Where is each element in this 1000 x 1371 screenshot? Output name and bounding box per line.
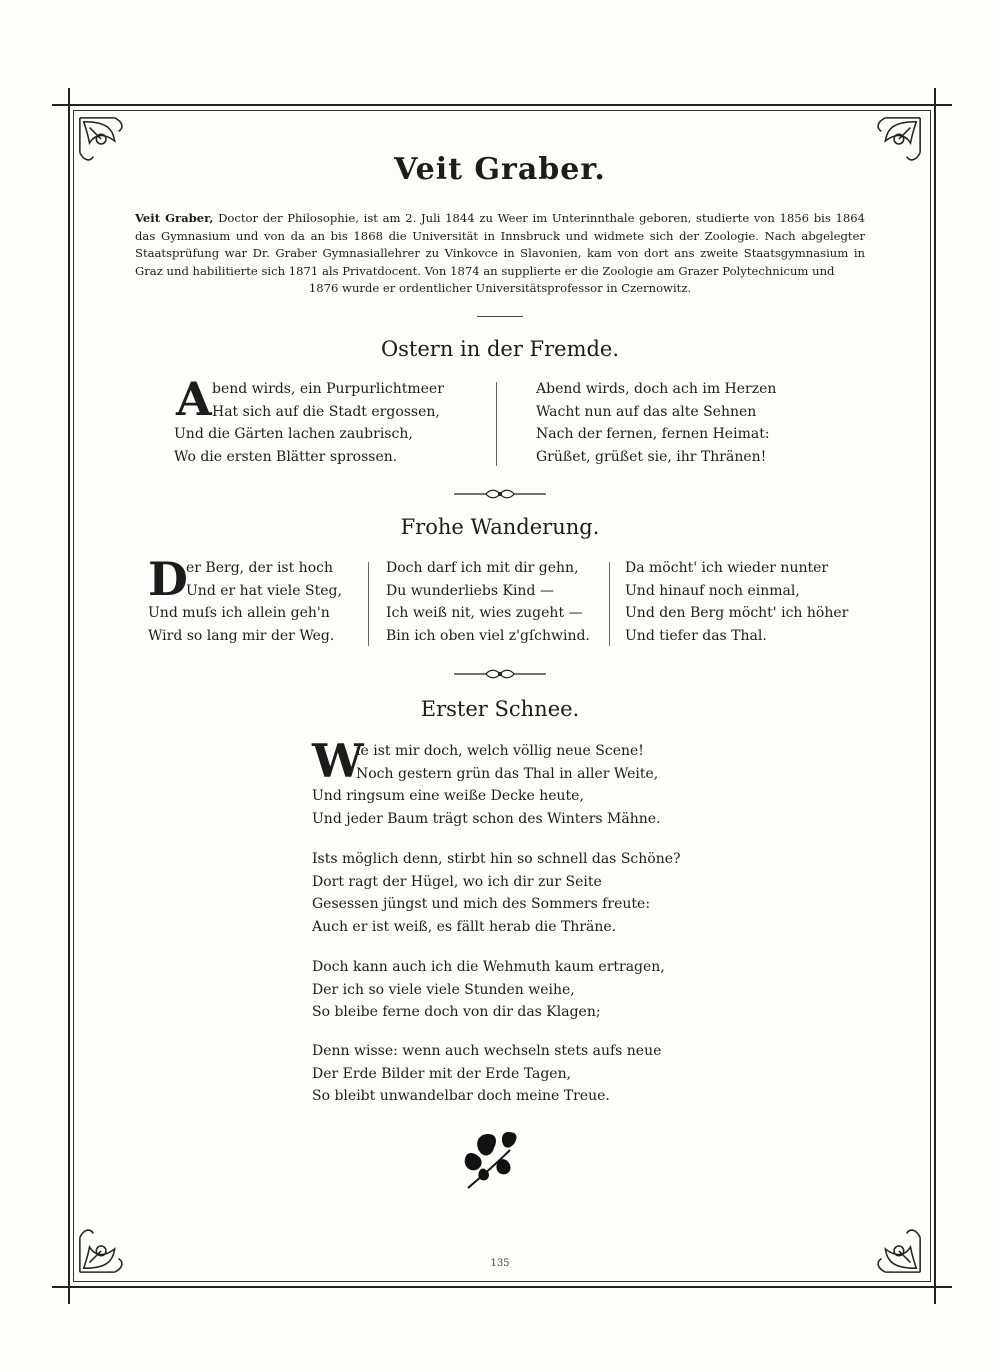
- poem-line: Nach der fernen, fernen Heimat:: [536, 426, 770, 442]
- column-divider: [609, 562, 610, 646]
- poem-line: Und tiefer das Thal.: [625, 627, 767, 644]
- poem-line: Der ich so viele viele Stunden weihe,: [312, 981, 575, 998]
- poem-stanza: [625, 557, 848, 647]
- poem-line: Ists möglich denn, stirbt hin so schnell das Schöne?: [312, 851, 681, 867]
- poem-stanza: [312, 848, 681, 938]
- biography-paragraph: [135, 210, 865, 298]
- poem-line: Wo die ersten Blätter sprossen.: [174, 448, 398, 465]
- frame-tick: [68, 88, 70, 104]
- page-number: 135: [490, 1258, 510, 1269]
- flourish-ornament: [450, 666, 550, 680]
- frame-tick: [934, 1288, 936, 1304]
- poem-title-ostern: Ostern in der Fremde.: [380, 337, 620, 361]
- poem-line: Und jeder Baum trägt schon des Winters Mähne.: [312, 810, 661, 827]
- frame-tick: [52, 1286, 68, 1288]
- poem-line: So bleibt unwandelbar doch meine Treue.: [312, 1088, 610, 1104]
- poem-line: Denn wisse: wenn auch wechseln stets aufs neue: [312, 1043, 662, 1059]
- poem-stanza: [536, 378, 776, 468]
- poem-line: Da möcht' ich wieder nunter: [625, 560, 829, 576]
- poem-line: Du wunderliebs Kind —: [386, 582, 554, 599]
- poem-stanza: [312, 1040, 661, 1108]
- poem-line: Und hinauf noch einmal,: [625, 582, 800, 599]
- poem-line: Und er hat viele Steg,: [186, 582, 342, 599]
- poem-line: Abend wirds, doch ach im Herzen: [536, 381, 777, 397]
- poem-line: Der Erde Bilder mit der Erde Tagen,: [312, 1065, 572, 1082]
- poem-line: Auch er ist weiß, es fällt herab die Thräne.: [312, 918, 617, 935]
- flourish-ornament: [450, 486, 550, 500]
- poem-stanza: [312, 734, 661, 830]
- poem-line: Ich weiß nit, wies zugeht —: [386, 605, 583, 621]
- biography-text: Doctor der Philosophie, ist am 2. Juli 1844 zu Weer im Unterinnthale geboren, studierte von 1856 bis 1864 das Gymnasium und von da an bis 1868 die Universität in Innsbruck und widmete sich der Zoologie. Nach abgelegter Staatsprüfung war Dr. Graber Gymnasiallehrer zu Vinkovce in Slavonien, kam von dort ans zweite Staatsgymnasium in Graz und habilitierte sich 1871 als Privatdocent. Von 1874 an supplierte er die Zoologie am Grazer Polytechnicum und: [135, 211, 865, 278]
- poem-line: Noch gestern grün das Thal in aller Weite,: [356, 765, 659, 782]
- poem-stanza: [312, 956, 665, 1024]
- poem-line: Und die Gärten lachen zaubrisch,: [174, 426, 413, 442]
- poem-line: Und muſs ich allein geh'n: [148, 605, 330, 621]
- frame-tick: [52, 104, 68, 106]
- section-divider-rule: [477, 316, 523, 317]
- poem-line: Doch darf ich mit dir gehn,: [386, 560, 579, 576]
- biography-last-line: 1876 wurde er ordentlicher Universitätsprofessor in Czernowitz.: [308, 281, 692, 295]
- poem-line: bend wirds, ein Purpurlichtmeer: [212, 381, 444, 397]
- poem-line: Grüßet, grüßet sie, ihr Thränen!: [536, 448, 767, 465]
- poem-line: Wird so lang mir der Weg.: [148, 627, 335, 644]
- poem-line: Und ringsum eine weiße Decke heute,: [312, 788, 584, 804]
- poem-line: Wacht nun auf das alte Sehnen: [536, 403, 757, 420]
- poem-stanza: [148, 552, 342, 647]
- poem-line: Dort ragt der Hügel, wo ich dir zur Seite: [312, 873, 602, 890]
- poem-line: Und den Berg möcht' ich höher: [625, 605, 849, 621]
- column-divider: [368, 562, 369, 646]
- poem-line: Gesessen jüngst und mich des Sommers freute:: [312, 896, 651, 912]
- column-divider: [496, 382, 497, 466]
- poem-line: So bleibe ferne doch von dir das Klagen;: [312, 1004, 601, 1020]
- biography-lead-name: Veit Graber,: [135, 211, 214, 225]
- drop-cap-initial: W: [312, 734, 364, 788]
- poem-title-frohe-wanderung: Frohe Wanderung.: [400, 515, 600, 539]
- ivy-leaf-vignette: [458, 1126, 524, 1192]
- poem-line: Bin ich oben viel z'gſchwind.: [386, 627, 590, 644]
- frame-tick: [936, 104, 952, 106]
- poem-title-erster-schnee: Erster Schnee.: [420, 697, 580, 721]
- page-title: Veit Graber.: [394, 152, 606, 187]
- poem-stanza: [386, 557, 590, 647]
- poem-line: er Berg, der ist hoch: [186, 560, 333, 576]
- frame-tick: [68, 1288, 70, 1304]
- drop-cap-initial: A: [176, 372, 212, 426]
- poem-line: Hat sich auf die Stadt ergossen,: [212, 403, 440, 420]
- drop-cap-initial: D: [148, 552, 188, 606]
- frame-tick: [936, 1286, 952, 1288]
- frame-tick: [934, 88, 936, 104]
- poem-line: ie ist mir doch, welch völlig neue Scene!: [356, 743, 644, 759]
- poem-line: Doch kann auch ich die Wehmuth kaum ertragen,: [312, 959, 665, 975]
- poem-stanza: [174, 372, 444, 468]
